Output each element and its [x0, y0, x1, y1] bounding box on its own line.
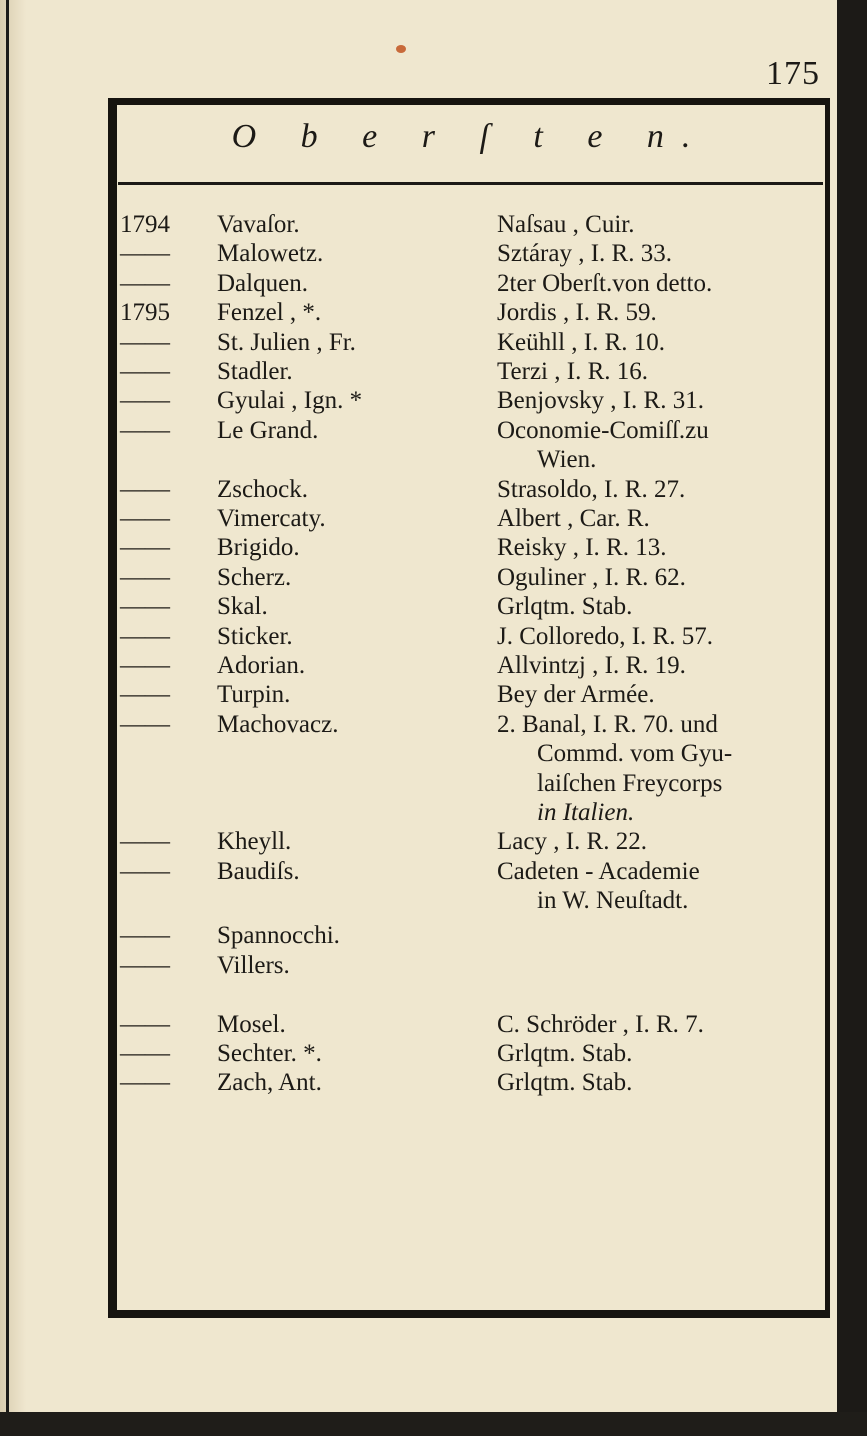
entry-year: —— — [120, 622, 170, 650]
entry-name: Adorian. — [217, 652, 306, 679]
entry-regiment: Grlqtm. Stab. — [497, 1069, 633, 1097]
entry-name: Zach, Ant. — [217, 1069, 322, 1097]
entry-name: St. Julien , Fr. — [217, 328, 356, 356]
right-page-edge — [837, 0, 867, 1436]
entry-name: Sticker. — [217, 622, 293, 650]
entry-regiment: Lacy , I. R. 22. — [497, 828, 647, 856]
officer-entry — [0, 298, 830, 328]
officer-entry — [0, 710, 830, 740]
entry-regiment-continuation: laiſchen Freycorps — [537, 769, 723, 797]
entry-year: —— — [120, 710, 170, 738]
entry-name: Brigido. — [217, 534, 300, 562]
entry-name: Malowetz. — [217, 240, 324, 268]
officer-entry — [0, 857, 830, 887]
entry-name: Scherz. — [217, 563, 292, 591]
entry-regiment: Naſsau , Cuir. — [497, 211, 635, 238]
entry-regiment: Keühll , I. R. 10. — [497, 328, 666, 356]
entry-name: Spannocchi. — [217, 922, 340, 950]
entry-name: Le Grand. — [217, 416, 319, 444]
entry-name: Baudiſs. — [217, 857, 300, 885]
entry-year: —— — [120, 328, 170, 356]
entry-year: —— — [120, 416, 170, 444]
page-number: 175 — [766, 55, 820, 92]
entry-year: —— — [120, 1040, 170, 1068]
entry-regiment: Cadeten - Academie — [497, 857, 700, 885]
officer-entry — [0, 563, 830, 593]
entry-year: —— — [120, 828, 170, 856]
entry-regiment: Oguliner , I. R. 62. — [497, 563, 686, 591]
entry-year: —— — [120, 534, 170, 562]
officer-entry — [0, 1068, 830, 1098]
entry-regiment: Allvintzj , I. R. 19. — [497, 652, 686, 679]
entry-name: Fenzel , *. — [217, 299, 322, 327]
entry-regiment: Albert , Car. R. — [497, 505, 650, 532]
entry-year: —— — [120, 358, 170, 385]
officer-entry — [0, 827, 830, 857]
entry-regiment: Bey der Armée. — [497, 681, 655, 709]
ink-spot — [396, 45, 406, 53]
entry-year: —— — [120, 475, 170, 503]
entry-year: —— — [120, 922, 170, 950]
entry-name: Turpin. — [217, 681, 291, 709]
entry-regiment: 2. Banal, I. R. 70. und — [497, 710, 718, 738]
page-title: O b e r ſ t e n. — [231, 118, 709, 155]
entry-regiment: Grlqtm. Stab. — [497, 593, 633, 621]
entry-name: Mosel. — [217, 1010, 286, 1038]
entry-name: Machovacz. — [217, 710, 339, 738]
entry-regiment: Jordis , I. R. 59. — [497, 299, 657, 327]
entry-year: —— — [120, 1069, 170, 1097]
entry-regiment: Grlqtm. Stab. — [497, 1040, 633, 1068]
officer-entry — [0, 269, 830, 299]
entry-regiment-continuation: in W. Neuſtadt. — [537, 887, 689, 915]
officer-entry — [0, 622, 830, 652]
entry-year: —— — [120, 240, 170, 268]
officer-entry — [0, 951, 830, 981]
entry-year: 1795 — [120, 299, 170, 327]
entry-regiment: 2ter Oberſt.von detto. — [497, 269, 713, 297]
entry-name: Dalquen. — [217, 269, 308, 297]
entry-year: —— — [120, 563, 170, 591]
entry-name: Kheyll. — [217, 828, 292, 856]
entry-year: —— — [120, 387, 170, 415]
entry-regiment: Sztáray , I. R. 33. — [497, 240, 672, 268]
entry-regiment-continuation: Wien. — [537, 446, 597, 474]
officer-entry — [0, 504, 830, 534]
entry-year: —— — [120, 652, 170, 679]
officer-entry — [0, 416, 830, 446]
officer-entry — [0, 592, 830, 622]
entry-year: —— — [120, 593, 170, 621]
officer-entry — [0, 357, 830, 387]
officer-entry — [0, 1039, 830, 1069]
entry-year: —— — [120, 505, 170, 532]
entry-name: Zschock. — [217, 475, 308, 503]
officer-entry — [0, 533, 830, 563]
entry-name: Sechter. *. — [217, 1040, 322, 1068]
entry-year: —— — [120, 1010, 170, 1038]
entry-year: 1794 — [120, 211, 170, 238]
officer-entry — [0, 921, 830, 951]
entry-year: —— — [120, 951, 170, 979]
entry-regiment-continuation: in Italien. — [537, 799, 635, 826]
entry-year: —— — [120, 269, 170, 297]
entry-regiment-continuation: Commd. vom Gyu- — [537, 740, 733, 768]
officer-entry — [0, 1010, 830, 1040]
entry-year: —— — [120, 681, 170, 709]
entry-regiment: Benjovsky , I. R. 31. — [497, 387, 704, 415]
entry-regiment: Reisky , I. R. 13. — [497, 534, 667, 562]
entry-name: Gyulai , Ign. * — [217, 387, 363, 415]
entry-year: —— — [120, 857, 170, 885]
officer-entry — [0, 475, 830, 505]
officer-entry — [0, 210, 830, 240]
entry-name: Skal. — [217, 593, 268, 621]
officer-entry — [0, 680, 830, 710]
entry-name: Stadler. — [217, 358, 293, 385]
officer-entry — [0, 239, 830, 269]
title-divider — [118, 182, 823, 185]
officer-entry — [0, 386, 830, 416]
entry-regiment: J. Colloredo, I. R. 57. — [497, 622, 713, 650]
entry-regiment: Oconomie-Comiſſ.zu — [497, 416, 709, 444]
entry-regiment: C. Schröder , I. R. 7. — [497, 1010, 704, 1038]
bottom-page-edge — [0, 1412, 867, 1436]
entry-name: Villers. — [217, 951, 290, 979]
entry-regiment: Strasoldo, I. R. 27. — [497, 475, 686, 503]
officer-entry — [0, 651, 830, 681]
entry-name: Vimercaty. — [217, 505, 326, 532]
officer-entry — [0, 328, 830, 358]
entry-regiment: Terzi , I. R. 16. — [497, 358, 648, 385]
entry-name: Vavaſor. — [217, 211, 300, 238]
